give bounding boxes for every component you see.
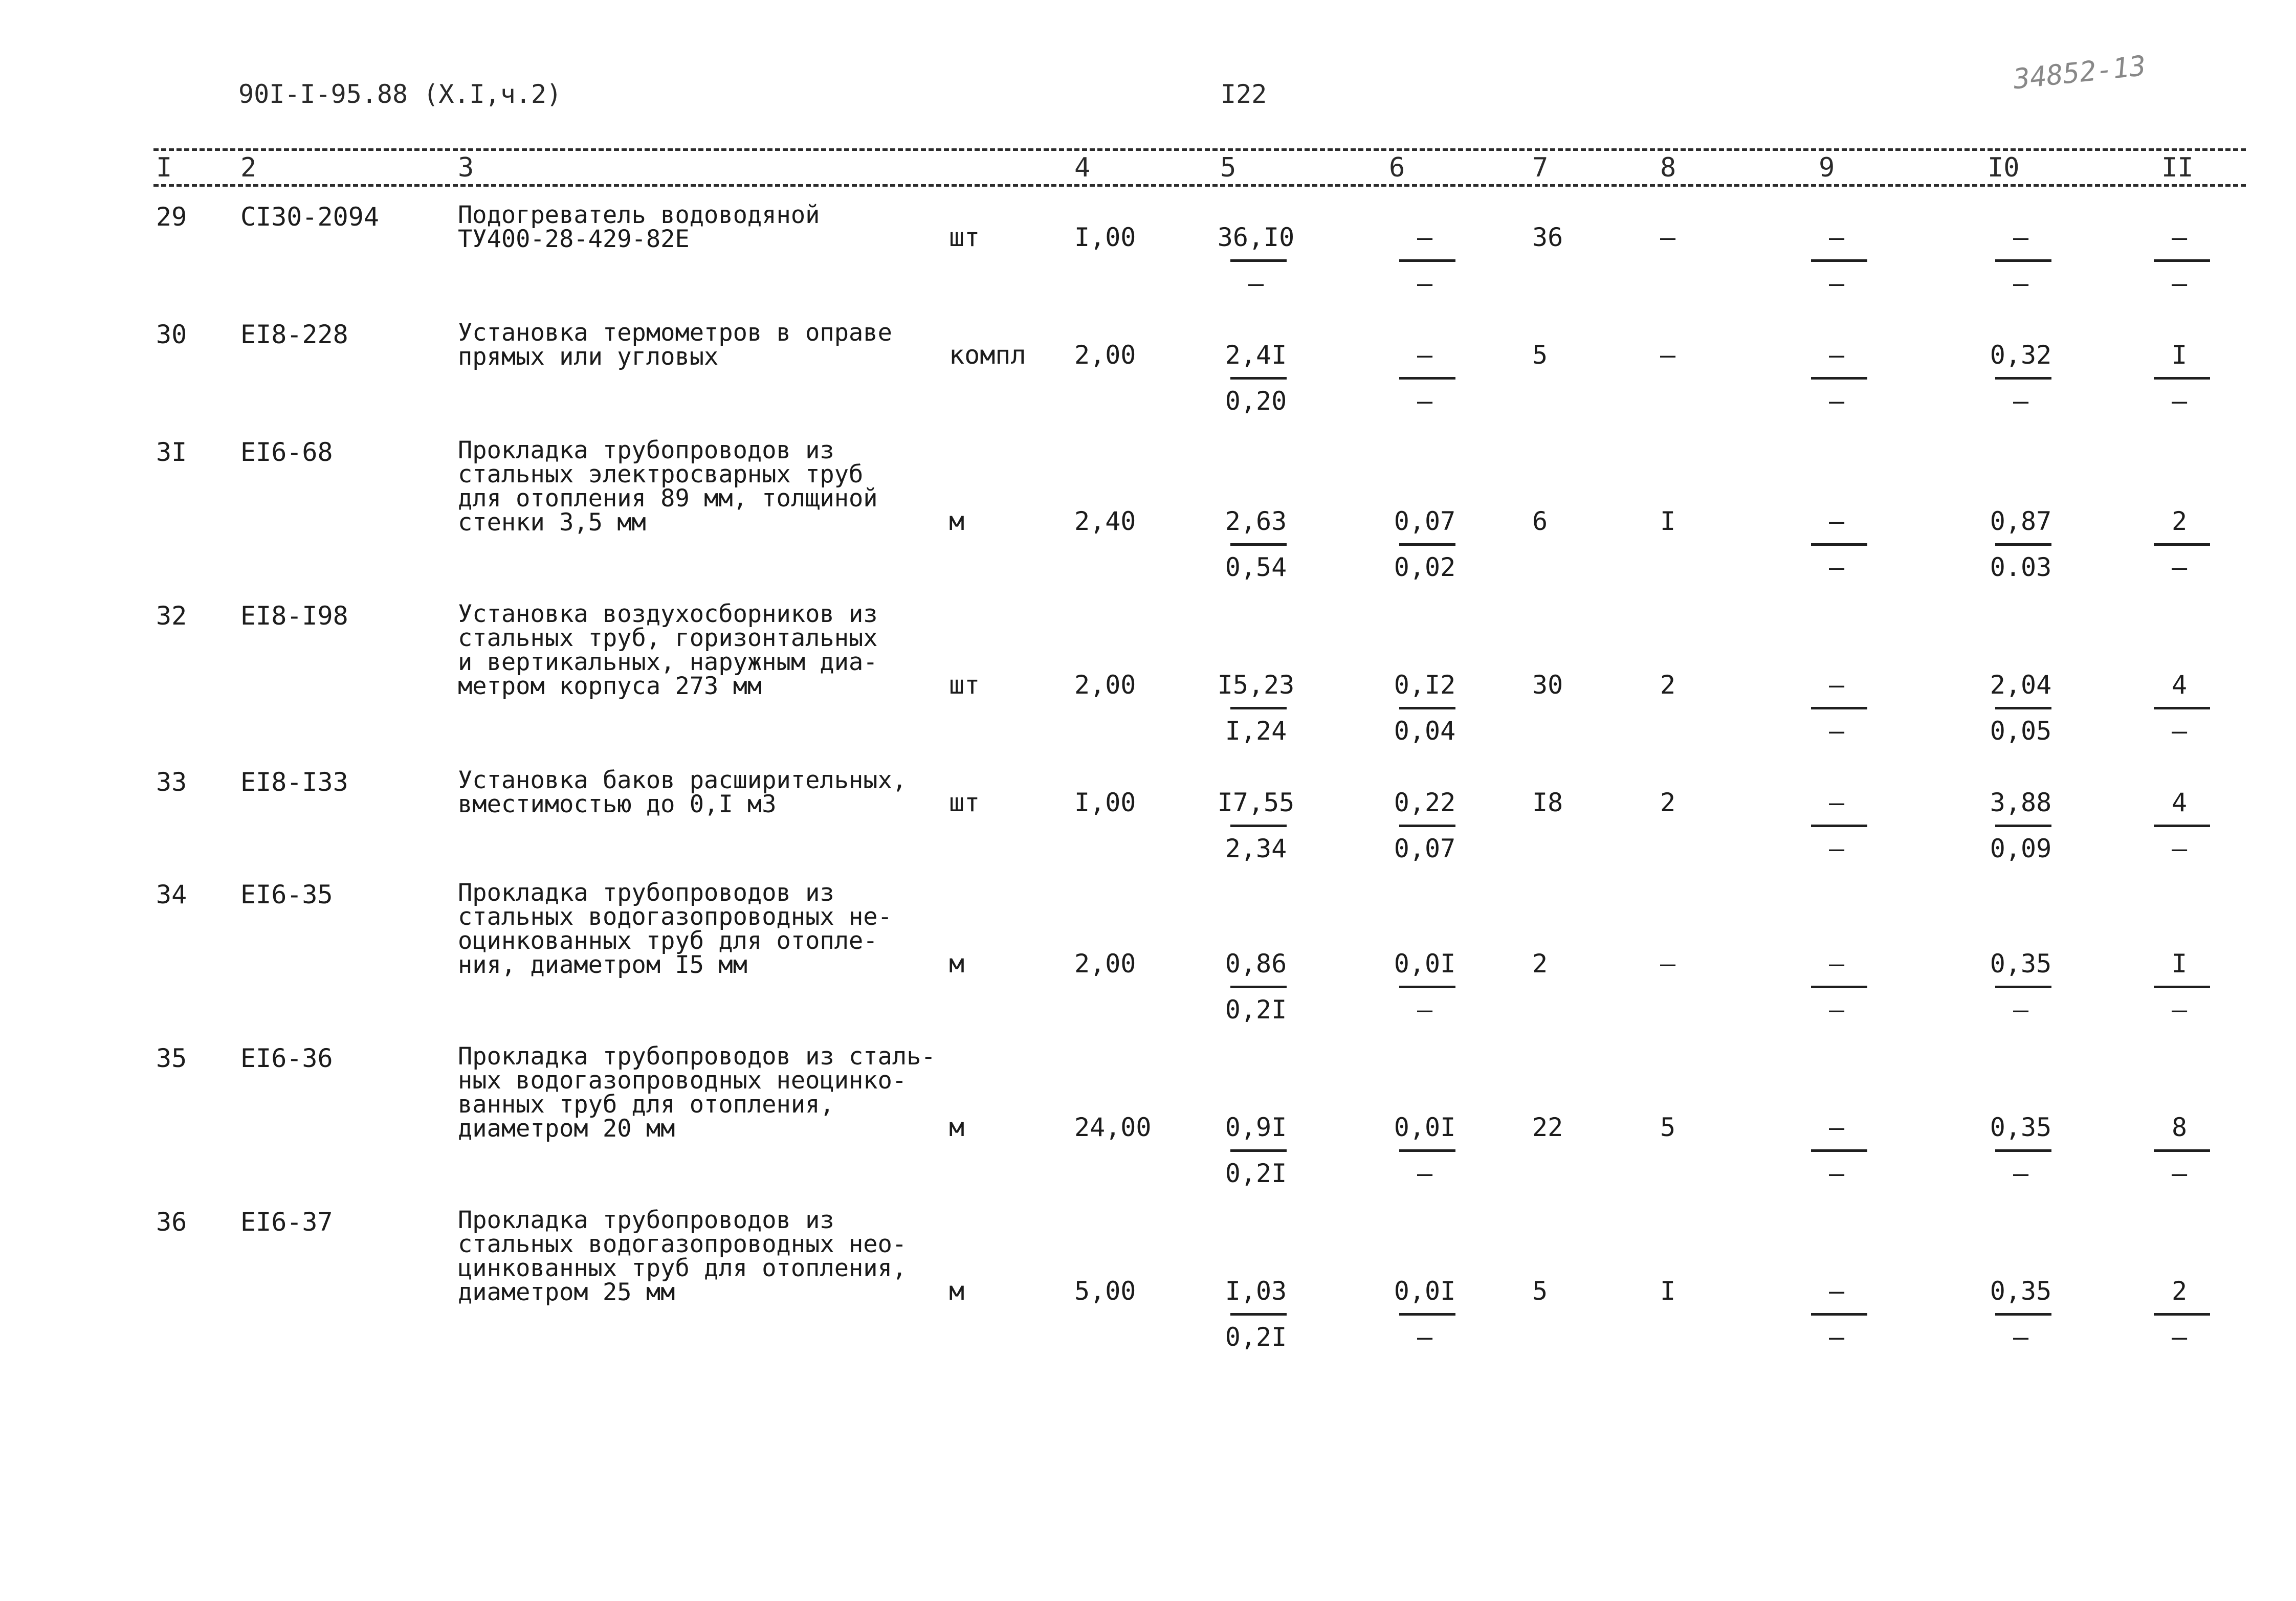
- work-description-line: прямых или угловых: [458, 343, 719, 371]
- col5-fraction-bar: [1230, 543, 1287, 546]
- col6-top-value: –: [1417, 340, 1433, 370]
- col9-top-value: –: [1828, 340, 1845, 370]
- col9-bottom-value: –: [1828, 386, 1845, 416]
- col10-top-value: 3,88: [1990, 788, 2052, 817]
- col11-bottom-value: –: [2171, 995, 2188, 1025]
- col5-bottom-value: 2,34: [1225, 834, 1287, 863]
- col5-fraction-bar: [1230, 986, 1287, 988]
- col10-fraction-bar: [1995, 377, 2051, 380]
- unit: м: [949, 949, 965, 979]
- row-number: 29: [156, 202, 187, 232]
- work-description: [458, 1044, 969, 1141]
- col9-fraction-bar: [1811, 1313, 1867, 1316]
- document-code: 90I-I-95.88 (X.I,ч.2): [238, 79, 562, 109]
- row-number: 34: [156, 880, 187, 909]
- col7-value: 22: [1532, 1113, 1563, 1142]
- column-number-6: 6: [1389, 152, 1405, 183]
- quantity: 24,00: [1074, 1113, 1152, 1142]
- row-number: 3I: [156, 437, 187, 467]
- col9-top-value: –: [1828, 1276, 1845, 1306]
- col11-top-value: –: [2171, 223, 2188, 252]
- col6-top-value: 0,22: [1394, 788, 1456, 817]
- col9-bottom-value: –: [1828, 552, 1845, 582]
- col5-fraction-bar: [1230, 1313, 1287, 1316]
- col6-fraction-bar: [1399, 707, 1455, 709]
- col6-fraction-bar: [1399, 825, 1455, 827]
- header-divider-top: [153, 148, 2246, 151]
- col9-bottom-value: –: [1828, 269, 1845, 298]
- col10-bottom-value: 0.03: [1990, 552, 2052, 582]
- col6-fraction-bar: [1399, 1149, 1455, 1152]
- col11-top-value: 4: [2171, 788, 2188, 817]
- col6-bottom-value: –: [1417, 269, 1433, 298]
- work-description: [458, 438, 969, 535]
- col10-bottom-value: –: [2013, 1322, 2029, 1352]
- column-number-8: 8: [1660, 152, 1676, 183]
- unit: м: [949, 506, 965, 536]
- work-description-line: ТУ400-28-429-82Е: [458, 225, 690, 253]
- row-number: 32: [156, 601, 187, 631]
- col6-bottom-value: –: [1417, 386, 1433, 416]
- column-number-4: 4: [1074, 152, 1091, 183]
- col11-fraction-bar: [2154, 377, 2210, 380]
- col11-bottom-value: –: [2171, 834, 2188, 863]
- col8-value: I: [1660, 506, 1676, 536]
- col9-fraction-bar: [1811, 986, 1867, 988]
- col5-bottom-value: 0,2I: [1225, 995, 1287, 1025]
- unit: шт: [949, 670, 980, 700]
- col10-fraction-bar: [1995, 543, 2051, 546]
- col11-bottom-value: –: [2171, 1322, 2188, 1352]
- column-number-7: 7: [1532, 152, 1549, 183]
- col8-value: 5: [1660, 1113, 1676, 1142]
- col11-top-value: 8: [2171, 1113, 2188, 1142]
- col10-top-value: 2,04: [1990, 670, 2052, 700]
- column-number-11: II: [2161, 152, 2194, 183]
- column-number-2: 2: [240, 152, 257, 183]
- col11-fraction-bar: [2154, 986, 2210, 988]
- col9-top-value: –: [1828, 1113, 1845, 1142]
- col5-fraction-bar: [1230, 1149, 1287, 1152]
- col11-top-value: 4: [2171, 670, 2188, 700]
- work-description: [458, 321, 969, 369]
- col6-bottom-value: 0,02: [1394, 552, 1456, 582]
- col5-top-value: I7,55: [1217, 788, 1295, 817]
- col7-value: 5: [1532, 340, 1548, 370]
- col6-bottom-value: –: [1417, 995, 1433, 1025]
- unit: шт: [949, 788, 980, 817]
- col5-top-value: I,03: [1225, 1276, 1287, 1306]
- col11-bottom-value: –: [2171, 552, 2188, 582]
- work-description-line: ния, диаметром I5 мм: [458, 951, 747, 979]
- col9-bottom-value: –: [1828, 995, 1845, 1025]
- col8-value: 2: [1660, 788, 1676, 817]
- col10-fraction-bar: [1995, 1149, 2051, 1152]
- col10-top-value: 0,35: [1990, 1113, 2052, 1142]
- work-description-line: стальных водогазопроводных нео-: [458, 1230, 907, 1258]
- column-number-9: 9: [1819, 152, 1835, 183]
- work-description: [458, 768, 969, 816]
- work-description: [458, 203, 969, 251]
- col7-value: 30: [1532, 670, 1563, 700]
- column-number-3: 3: [458, 152, 474, 183]
- col9-top-value: –: [1828, 223, 1845, 252]
- column-number-5: 5: [1220, 152, 1237, 183]
- col5-top-value: 0,86: [1225, 949, 1287, 979]
- work-description-line: и вертикальных, наружным диа-: [458, 648, 878, 676]
- col8-value: 2: [1660, 670, 1676, 700]
- col5-bottom-value: –: [1248, 269, 1264, 298]
- unit: шт: [949, 223, 980, 252]
- quantity: I,00: [1074, 223, 1136, 252]
- col5-bottom-value: 0,2I: [1225, 1159, 1287, 1188]
- work-description-line: Установка баков расширительных,: [458, 766, 907, 794]
- col11-fraction-bar: [2154, 825, 2210, 827]
- work-description-line: стенки 3,5 мм: [458, 508, 646, 537]
- col7-value: 36: [1532, 223, 1563, 252]
- rate-code: EI6-37: [240, 1207, 333, 1237]
- col9-fraction-bar: [1811, 707, 1867, 709]
- col5-fraction-bar: [1230, 377, 1287, 380]
- work-description-line: Установка воздухосборников из: [458, 600, 878, 628]
- work-description-line: диаметром 25 мм: [458, 1278, 675, 1306]
- col6-bottom-value: 0,07: [1394, 834, 1456, 863]
- column-number-10: I0: [1988, 152, 2020, 183]
- col6-top-value: 0,0I: [1394, 1113, 1456, 1142]
- col8-value: –: [1660, 223, 1676, 252]
- col10-bottom-value: 0,09: [1990, 834, 2052, 863]
- col11-bottom-value: –: [2171, 716, 2188, 746]
- col11-top-value: I: [2171, 949, 2188, 979]
- col10-top-value: 0,35: [1990, 1276, 2052, 1306]
- col11-bottom-value: –: [2171, 269, 2188, 298]
- row-number: 36: [156, 1207, 187, 1237]
- col5-top-value: I5,23: [1217, 670, 1295, 700]
- col5-top-value: 0,9I: [1225, 1113, 1287, 1142]
- work-description-line: Прокладка трубопроводов из сталь-: [458, 1042, 936, 1071]
- col10-fraction-bar: [1995, 986, 2051, 988]
- col11-fraction-bar: [2154, 543, 2210, 546]
- work-description-line: диаметром 20 мм: [458, 1115, 675, 1143]
- col10-bottom-value: –: [2013, 995, 2029, 1025]
- col5-bottom-value: I,24: [1225, 716, 1287, 746]
- col10-fraction-bar: [1995, 1313, 2051, 1316]
- work-description-line: Прокладка трубопроводов из: [458, 436, 834, 464]
- col6-top-value: –: [1417, 223, 1433, 252]
- rate-code: EI8-I33: [240, 767, 348, 797]
- col6-fraction-bar: [1399, 259, 1455, 262]
- col5-top-value: 36,I0: [1217, 223, 1295, 252]
- column-number-1: I: [156, 152, 172, 183]
- col11-fraction-bar: [2154, 1149, 2210, 1152]
- work-description: [458, 881, 969, 977]
- col6-top-value: 0,07: [1394, 506, 1456, 536]
- col6-fraction-bar: [1399, 377, 1455, 380]
- col11-bottom-value: –: [2171, 1159, 2188, 1188]
- col10-top-value: –: [2013, 223, 2029, 252]
- quantity: I,00: [1074, 788, 1136, 817]
- rate-code: CI30-2094: [240, 202, 379, 232]
- row-number: 35: [156, 1043, 187, 1073]
- row-number: 30: [156, 320, 187, 349]
- col6-top-value: 0,0I: [1394, 949, 1456, 979]
- col9-fraction-bar: [1811, 377, 1867, 380]
- col5-bottom-value: 0,2I: [1225, 1322, 1287, 1352]
- quantity: 5,00: [1074, 1276, 1136, 1306]
- col9-fraction-bar: [1811, 543, 1867, 546]
- col6-bottom-value: –: [1417, 1159, 1433, 1188]
- col9-top-value: –: [1828, 788, 1845, 817]
- col5-fraction-bar: [1230, 825, 1287, 827]
- col7-value: 5: [1532, 1276, 1548, 1306]
- col6-bottom-value: 0,04: [1394, 716, 1456, 746]
- col6-fraction-bar: [1399, 986, 1455, 988]
- col9-top-value: –: [1828, 506, 1845, 536]
- work-description-line: ванных труб для отопления,: [458, 1091, 834, 1119]
- col6-fraction-bar: [1399, 1313, 1455, 1316]
- row-number: 33: [156, 767, 187, 797]
- work-description-line: цинкованных труб для отопления,: [458, 1254, 907, 1282]
- col10-bottom-value: –: [2013, 269, 2029, 298]
- work-description-line: стальных водогазопроводных не-: [458, 903, 892, 931]
- work-description-line: стальных электросварных труб: [458, 460, 864, 488]
- col11-fraction-bar: [2154, 707, 2210, 709]
- col11-bottom-value: –: [2171, 386, 2188, 416]
- work-description-line: ных водогазопроводных неоцинко-: [458, 1066, 907, 1095]
- col10-top-value: 0,32: [1990, 340, 2052, 370]
- col9-top-value: –: [1828, 670, 1845, 700]
- col9-bottom-value: –: [1828, 1322, 1845, 1352]
- col10-top-value: 0,35: [1990, 949, 2052, 979]
- rate-code: EI6-36: [240, 1043, 333, 1073]
- work-description-line: для отопления 89 мм, толщиной: [458, 484, 878, 513]
- col6-top-value: 0,0I: [1394, 1276, 1456, 1306]
- col7-value: 2: [1532, 949, 1548, 979]
- col9-bottom-value: –: [1828, 1159, 1845, 1188]
- handwritten-stamp: 34852-13: [2012, 49, 2148, 96]
- header-divider-bottom: [153, 184, 2246, 187]
- unit: м: [949, 1113, 965, 1142]
- col11-top-value: 2: [2171, 506, 2188, 536]
- quantity: 2,40: [1074, 506, 1136, 536]
- col11-fraction-bar: [2154, 259, 2210, 262]
- col11-top-value: 2: [2171, 1276, 2188, 1306]
- col7-value: I8: [1532, 788, 1563, 817]
- col10-bottom-value: 0,05: [1990, 716, 2052, 746]
- work-description-line: Подогреватель водоводяной: [458, 201, 820, 229]
- col10-bottom-value: –: [2013, 386, 2029, 416]
- rate-code: EI8-I98: [240, 601, 348, 631]
- quantity: 2,00: [1074, 670, 1136, 700]
- rate-code: EI6-68: [240, 437, 333, 467]
- work-description: [458, 1208, 969, 1304]
- work-description-line: метром корпуса 273 мм: [458, 672, 762, 700]
- unit: м: [949, 1276, 965, 1306]
- quantity: 2,00: [1074, 340, 1136, 370]
- page-number: I22: [1221, 79, 1267, 109]
- col8-value: I: [1660, 1276, 1676, 1306]
- quantity: 2,00: [1074, 949, 1136, 979]
- col10-bottom-value: –: [2013, 1159, 2029, 1188]
- col5-bottom-value: 0,54: [1225, 552, 1287, 582]
- col8-value: –: [1660, 949, 1676, 979]
- col6-bottom-value: –: [1417, 1322, 1433, 1352]
- rate-code: EI8-228: [240, 320, 348, 349]
- col9-fraction-bar: [1811, 1149, 1867, 1152]
- col5-top-value: 2,63: [1225, 506, 1287, 536]
- col5-fraction-bar: [1230, 707, 1287, 709]
- col5-top-value: 2,4I: [1225, 340, 1287, 370]
- col9-top-value: –: [1828, 949, 1845, 979]
- work-description-line: Прокладка трубопроводов из: [458, 879, 834, 907]
- col10-fraction-bar: [1995, 259, 2051, 262]
- col9-bottom-value: –: [1828, 716, 1845, 746]
- col11-fraction-bar: [2154, 1313, 2210, 1316]
- col6-top-value: 0,I2: [1394, 670, 1456, 700]
- col10-fraction-bar: [1995, 707, 2051, 709]
- col6-fraction-bar: [1399, 543, 1455, 546]
- work-description-line: оцинкованных труб для отопле-: [458, 927, 878, 955]
- work-description-line: Установка термометров в оправе: [458, 319, 892, 347]
- col11-top-value: I: [2171, 340, 2188, 370]
- work-description: [458, 602, 969, 698]
- work-description-line: стальных труб, горизонтальных: [458, 624, 878, 652]
- col9-bottom-value: –: [1828, 834, 1845, 863]
- col5-bottom-value: 0,20: [1225, 386, 1287, 416]
- col10-top-value: 0,87: [1990, 506, 2052, 536]
- col9-fraction-bar: [1811, 259, 1867, 262]
- col9-fraction-bar: [1811, 825, 1867, 827]
- col5-fraction-bar: [1230, 259, 1287, 262]
- work-description-line: вместимостью до 0,I м3: [458, 790, 777, 818]
- col10-fraction-bar: [1995, 825, 2051, 827]
- unit: компл: [949, 340, 1026, 370]
- rate-code: EI6-35: [240, 880, 333, 909]
- col7-value: 6: [1532, 506, 1548, 536]
- work-description-line: Прокладка трубопроводов из: [458, 1206, 834, 1234]
- col8-value: –: [1660, 340, 1676, 370]
